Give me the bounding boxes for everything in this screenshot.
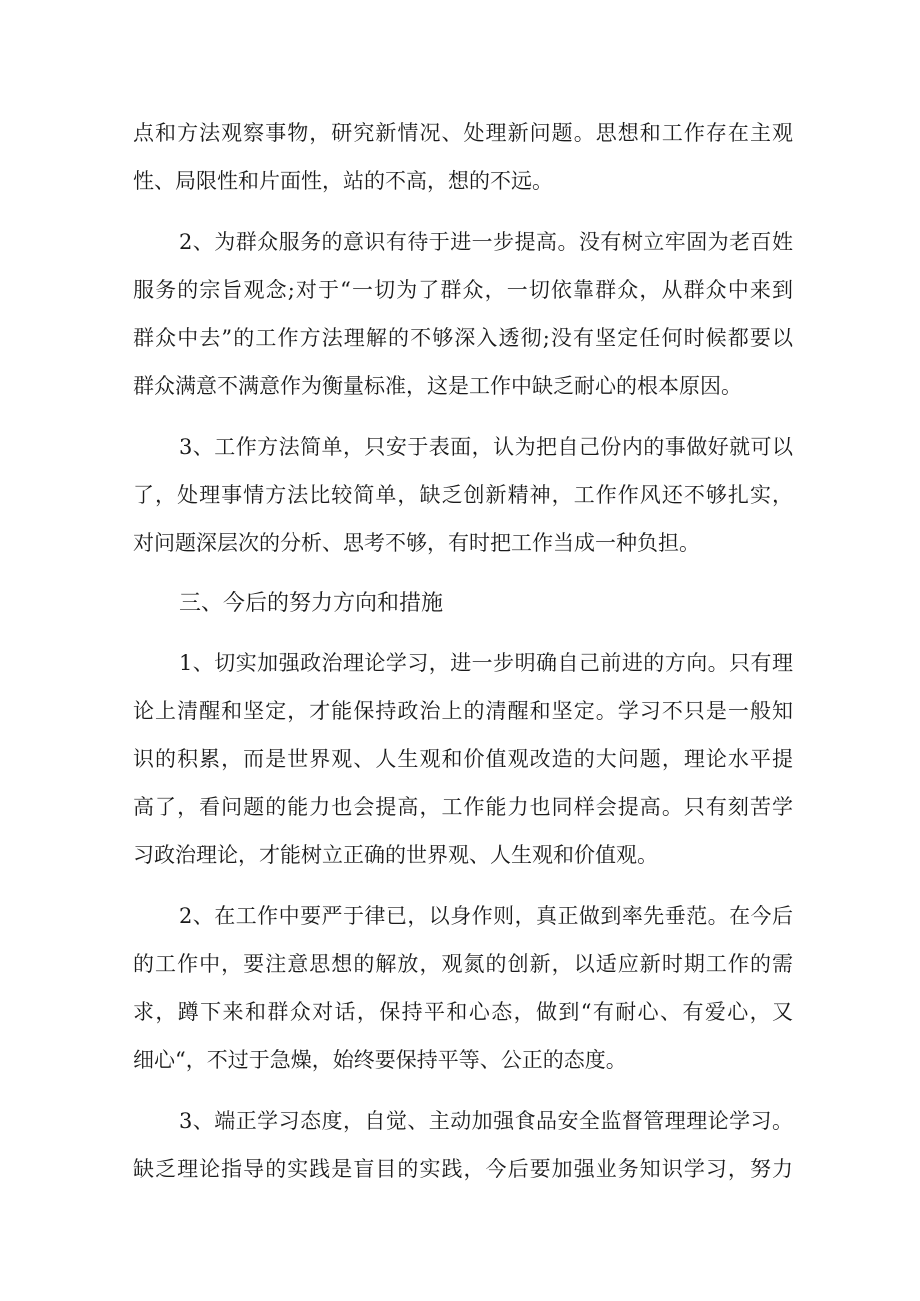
paragraph-start-line: 3、工作方法简单，只安于表面，认为把自己份内的事做好就可以 xyxy=(179,435,793,459)
text-line: 服务的宗旨观念;对于“一切为了群众，一切依靠群众，从群众中来到 xyxy=(133,278,793,302)
text-line: 了，处理事情方法比较简单，缺乏创新精神，工作作风还不够扎实， xyxy=(133,483,793,507)
paragraph-start-line: 3、端正学习态度，自觉、主动加强食品安全监督管理理论学习。 xyxy=(179,1109,793,1133)
text-line: 的工作中，要注意思想的解放，观氮的创新，以适应新时期工作的需 xyxy=(133,952,793,976)
paragraph-start-line: 2、为群众服务的意识有待于进一步提高。没有树立牢固为老百姓 xyxy=(179,230,793,254)
text-line: 高了，看问题的能力也会提高，工作能力也同样会提高。只有刻苦学 xyxy=(133,795,793,819)
paragraph-start-line: 2、在工作中要严于律已，以身作则，真正做到率先垂范。在今后 xyxy=(179,904,793,928)
text-line: 求，蹲下来和群众对话，保持平和心态，做到“有耐心、有爱心，又 xyxy=(133,1000,793,1024)
text-line: 论上清醒和坚定，才能保持政治上的清醒和坚定。学习不只是一般知 xyxy=(133,699,793,723)
text-line: 缺乏理论指导的实践是盲目的实践，今后要加强业务知识学习，努力 xyxy=(133,1157,793,1181)
text-line: 群众满意不满意作为衡量标准，这是工作中缺乏耐心的根本原因。 xyxy=(133,374,742,398)
text-line: 识的积累，而是世界观、人生观和价值观改造的大问题，理论水平提 xyxy=(133,747,793,771)
text-line: 细心“，不过于急燥，始终要保持平等、公正的态度。 xyxy=(133,1048,627,1072)
paragraph-start-line: 1、切实加强政治理论学习，进一步明确自己前进的方向。只有理 xyxy=(179,651,793,675)
text-line: 习政治理论，才能树立正确的世界观、人生观和价值观。 xyxy=(133,843,658,867)
text-line: 性、局限性和片面性，站的不高，想的不远。 xyxy=(133,169,553,193)
text-line: 群众中去”的工作方法理解的不够深入透彻;没有坚定任何时候都要以 xyxy=(133,326,793,350)
text-line: 点和方法观察事物，研究新情况、处理新问题。思想和工作存在主观 xyxy=(133,121,793,145)
text-line: 对问题深层次的分析、思考不够，有时把工作当成一种负担。 xyxy=(133,531,700,555)
section-heading: 三、今后的努力方向和措施 xyxy=(179,591,444,616)
